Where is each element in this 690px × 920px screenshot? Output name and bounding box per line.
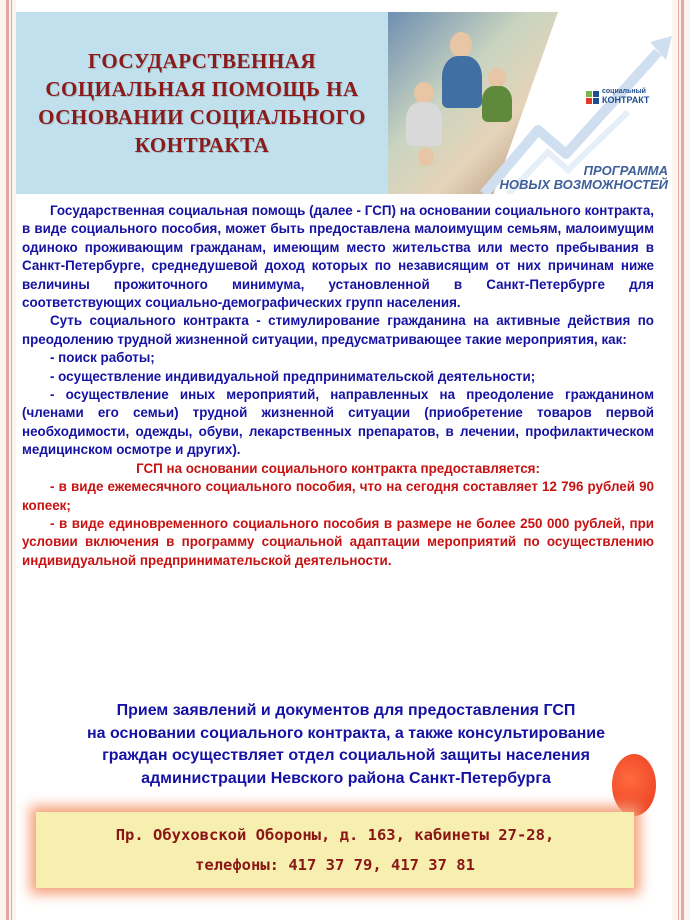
program-slogan	[499, 164, 668, 192]
address-text: Пр. Обуховской Обороны, д. 163, кабинеты 27-28,	[115, 826, 555, 844]
logo-mark-icon	[586, 91, 599, 104]
left-frame-line	[6, 0, 9, 920]
program-line-1: ПРОГРАММА	[583, 163, 668, 178]
logo-small-text: социальный	[602, 88, 646, 95]
measure-item: - поиск работы;	[50, 350, 155, 366]
program-line-2: НОВЫХ ВОЗМОЖНОСТЕЙ	[499, 177, 668, 192]
provided-item: - в виде ежемесячного социального пособия, что на сегодня составляет 12 796 рублей 90 копеек;	[22, 479, 654, 513]
left-frame-line-thin	[11, 0, 12, 920]
logo-big-text: КОНТРАКТ	[602, 95, 650, 105]
reception-line: граждан осуществляет отдел социальной защиты населения	[102, 747, 590, 764]
paragraph-essence: Суть социального контракта - стимулирование гражданина на активные действия по преодолению трудной жизненной ситуации, предусматривающее такие мероприятия, как:	[22, 313, 654, 347]
measure-item: - осуществление иных мероприятий, направленных на преодоление гражданином (членами его семьи) трудной жизненной ситуации (приобретение товаров первой необходимости, одежды, обуви, лекарственных препаратов, в лечении, профилактическом медицинском осмотре и других).	[22, 387, 654, 458]
page-title: ГОСУДАРСТВЕННАЯ СОЦИАЛЬНАЯ ПОМОЩЬ НА ОСНОВАНИИ СОЦИАЛЬНОГО КОНТРАКТА	[38, 49, 366, 157]
right-frame-line	[681, 0, 684, 920]
leaflet-page	[16, 0, 672, 920]
provided-item: - в виде единовременного социального пособия в размере не более 250 000 рублей, при условии включения в программу социальной адаптации мероприятий по осуществлению индивидуальной предпринимательской деятельности.	[22, 515, 654, 568]
provided-heading: ГСП на основании социального контракта предоставляется:	[136, 460, 540, 476]
reception-line: Прием заявлений и документов для предоставления ГСП	[116, 702, 576, 719]
reception-line: администрации Невского района Санкт-Петербурга	[141, 769, 551, 787]
reception-info	[46, 700, 646, 790]
main-text	[22, 202, 654, 570]
title-box	[16, 12, 388, 194]
reception-line: на основании социального контракта, а также консультирование	[86, 724, 606, 742]
phones-text: телефоны: 417 37 79, 417 37 81	[195, 856, 475, 874]
measure-item: - осуществление индивидуальной предпринимательской деятельности;	[50, 368, 536, 384]
program-banner	[388, 12, 672, 194]
paragraph-eligibility: Государственная социальная помощь (далее - ГСП) на основании социального контракта, в виде социального пособия, может быть предоставлена малоимущим семьям, малоимущим одиноко проживающим гражданам, имеющим место жительства или место пребывания в Санкт-Петербурге, среднедушевой доход которых по независящим от них причинам ниже величины прожиточного минимума, установленной в Санкт-Петербурге для соответствующих социально-демографических групп населения.	[22, 203, 654, 311]
social-contract-logo	[586, 88, 649, 106]
contact-box	[36, 812, 634, 888]
right-frame-line-thin	[678, 0, 679, 920]
decorative-circle	[612, 754, 656, 816]
